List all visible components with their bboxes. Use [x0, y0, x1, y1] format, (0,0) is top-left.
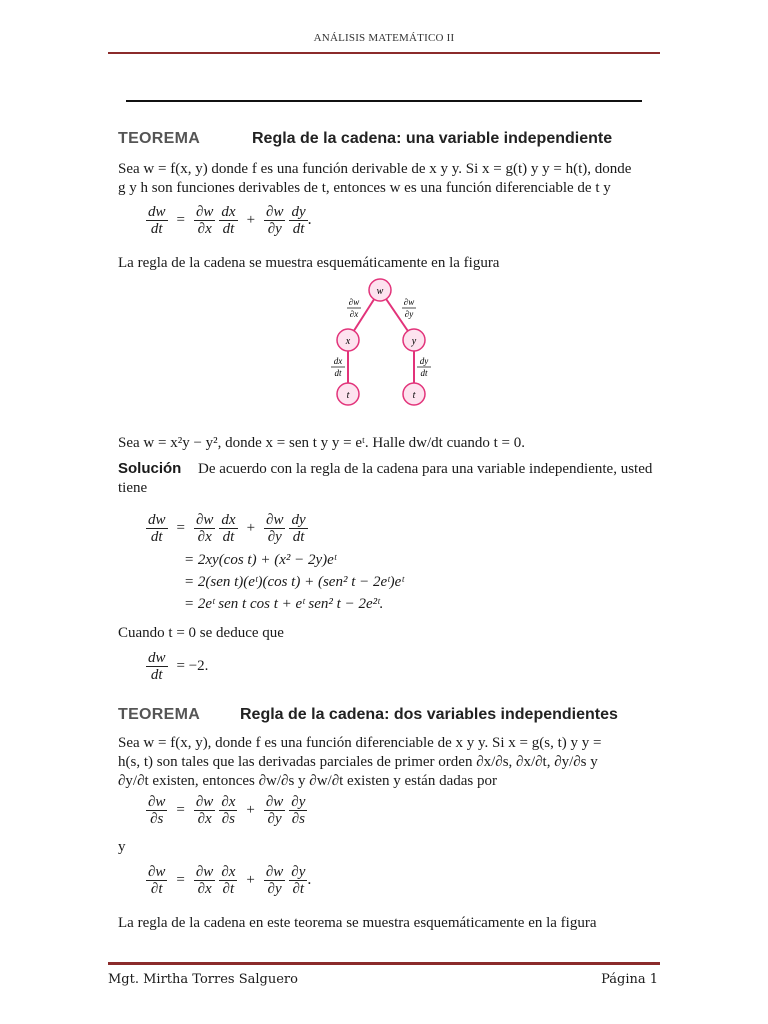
solution-text-line2: tiene [118, 480, 148, 496]
tree-label-dy-dt-num: dy [419, 356, 429, 366]
footer-page-number: Página 1 [601, 972, 658, 987]
theorem2-caption: La regla de la cadena en este teorema se muestra esquemáticamente en la figura [118, 915, 597, 931]
header-rule [108, 52, 660, 54]
theorem2-formula-t: $\frac{\partial w}{\partial t}$ = $\frac{\partial w}{\partial x}$ $\frac{\partial x}{\partial t}$ + $\frac{\partial w}{\partial y}$ $\frac{\partial y}{\partial t}$ . [148, 864, 312, 897]
example-step3: = 2eᵗ sen t cos t + eᵗ sen² t − 2e²ᵗ. [184, 596, 384, 612]
tree-node-t-right-label: t [412, 390, 416, 401]
tree-label-dx-dt-num: dx [333, 356, 343, 366]
section-divider [126, 100, 642, 102]
frac-dw-dx: $\frac{\partial w}{\partial x}$ [195, 204, 214, 237]
example-step2: = 2(sen t)(eᵗ)(cos t) + (sen² t − 2eᵗ)eᵗ [184, 574, 404, 590]
tree-label-dw-dx-den: ∂x [349, 309, 359, 319]
theorem2-text-line1: Sea w = f(x, y), donde f es una función diferenciable de x y y. Si x = g(s, t) y y = [118, 735, 602, 751]
example-step1: = 2xy(cos t) + (x² − 2y)eᵗ [184, 552, 337, 568]
theorem1-formula: $\frac{dw}{dt}$ = $\frac{\partial w}{\partial x}$ $\frac{dx}{dt}$ + $\frac{\partial w}{\partial y}$ $\frac{dy}{dt}$ . [148, 204, 312, 237]
example-statement: Sea w = x²y − y², donde x = sen t y y = eᵗ. Halle dw/dt cuando t = 0. [118, 435, 526, 451]
theorem1-text-line1: Sea w = f(x, y) donde f es una función derivable de x y y. Si x = g(t) y y = h(t), donde [118, 161, 632, 177]
tree-node-x-label: x [345, 336, 351, 347]
footer-author: Mgt. Mirtha Torres Salguero [108, 972, 298, 987]
page-header-title: ANÁLISIS MATEMÁTICO II [313, 32, 455, 44]
frac-dy-dt: $\frac{dy}{dt}$ [291, 204, 306, 237]
tree-node-y-label: y [411, 336, 417, 347]
tree-label-dw-dy-num: ∂w [403, 297, 415, 307]
frac-dx-dt: $\frac{dx}{dt}$ [221, 204, 236, 237]
tree-label-dw-dy-den: ∂y [404, 309, 414, 319]
theorem2-text-line3: ∂y/∂t existen, entonces ∂w/∂s y ∂w/∂t existen y están dadas por [118, 773, 497, 789]
chain-rule-tree-diagram [328, 276, 438, 410]
tree-node-t-left-label: t [346, 390, 350, 401]
theorem1-label: TEOREMA [118, 130, 201, 147]
tree-node-w-label: w [376, 286, 384, 297]
frac-dw-dy: $\frac{\partial w}{\partial y}$ [266, 204, 284, 237]
tree-label-dy-dt-den: dt [420, 368, 428, 378]
theorem2-title: Regla de la cadena: dos variables independientes [240, 706, 618, 723]
example-result: $\frac{dw}{dt}$ = −2. [148, 650, 209, 683]
theorem2-formula-s: $\frac{\partial w}{\partial s}$ = $\frac{\partial w}{\partial x}$ $\frac{\partial x}{\partial s}$ + $\frac{\partial w}{\partial y}$ $\frac{\partial y}{\partial s}$ [148, 794, 306, 827]
theorem2-connector: y [118, 839, 126, 855]
theorem2-text-line2: h(s, t) son tales que las derivadas parciales de primer orden ∂x/∂s, ∂x/∂t, ∂y/∂s y [118, 754, 598, 770]
tree-label-dw-dx-num: ∂w [348, 297, 360, 307]
example-formula-main: $\frac{dw}{dt}$ = $\frac{\partial w}{\partial x}$ $\frac{dx}{dt}$ + $\frac{\partial w}{\partial y}$ $\frac{dy}{dt}$ [148, 512, 306, 545]
theorem2-label: TEOREMA [118, 706, 201, 723]
theorem1-text-line2: g y h son funciones derivables de t, entonces w es una función diferenciable de t y [118, 180, 611, 196]
tree-label-dx-dt-den: dt [334, 368, 342, 378]
example-when-text: Cuando t = 0 se deduce que [118, 625, 284, 641]
solution-text-line1: De acuerdo con la regla de la cadena para una variable independiente, usted [198, 461, 653, 477]
solution-label: Solución [118, 460, 182, 477]
footer-rule [108, 962, 660, 965]
theorem1-title: Regla de la cadena: una variable independiente [252, 130, 613, 147]
theorem1-diagram-caption: La regla de la cadena se muestra esquemáticamente en la figura [118, 255, 500, 271]
frac-dw-dt: $\frac{dw}{dt}$ [148, 204, 166, 237]
